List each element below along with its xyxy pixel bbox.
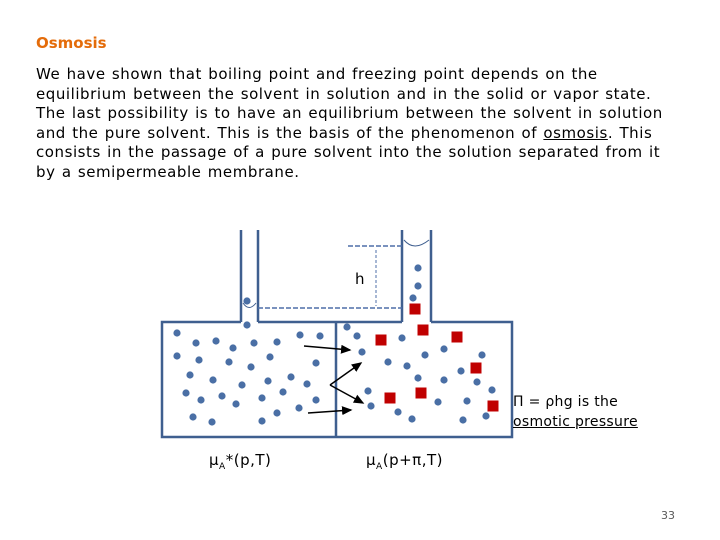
solvent-particle	[238, 381, 245, 388]
solvent-particle	[189, 413, 196, 420]
slide-title: Osmosis	[36, 34, 107, 52]
solvent-particle	[209, 376, 216, 383]
solvent-particle	[394, 408, 401, 415]
solute-particle	[418, 325, 429, 336]
solvent-particle	[343, 323, 350, 330]
solvent-particle	[279, 388, 286, 395]
solute-particle	[416, 388, 427, 399]
solvent-particle	[287, 373, 294, 380]
solvent-particles	[173, 264, 495, 425]
solvent-particle	[264, 377, 271, 384]
solvent-particle	[266, 353, 273, 360]
osmotic-caption-line2: osmotic pressure	[513, 414, 638, 430]
solvent-particle	[243, 321, 250, 328]
solvent-particle	[243, 297, 250, 304]
solvent-particle	[218, 392, 225, 399]
solvent-particle	[482, 412, 489, 419]
solvent-particle	[303, 380, 310, 387]
body-text-part2: . This consists in the passage of a pure solvent into the solution separated from it by a semipermeable membrane.	[36, 123, 661, 181]
mu-left-args: *(p,T)	[225, 451, 272, 469]
mu-left-subscript: A	[219, 462, 226, 472]
solvent-particle	[250, 339, 257, 346]
solvent-particle	[358, 348, 365, 355]
solvent-particle	[414, 374, 421, 381]
solvent-particle	[296, 331, 303, 338]
solvent-particle	[421, 351, 428, 358]
solute-particle	[452, 332, 463, 343]
body-text-part1: We have shown that boiling point and freezing point depends on the equilibrium between the solvent in solution and in the solid or vapor state. The last possibility is to have an equilibrium between the solvent in solution and the pure solvent. This is the basis of the phenomenon of	[36, 65, 663, 142]
chemical-potential-solution	[366, 451, 443, 472]
solvent-particle	[457, 367, 464, 374]
mu-right-args: (p+π,T)	[382, 451, 443, 469]
solvent-particle	[408, 415, 415, 422]
solvent-particle	[195, 356, 202, 363]
flow-arrow-top	[304, 346, 350, 350]
solvent-particle	[192, 339, 199, 346]
solute-particle	[376, 335, 387, 346]
mu-right-subscript: A	[376, 462, 383, 472]
solute-particle	[471, 363, 482, 374]
solvent-particle	[258, 417, 265, 424]
solvent-particle	[273, 338, 280, 345]
solvent-particle	[403, 362, 410, 369]
solvent-particle	[459, 416, 466, 423]
solvent-particle	[197, 396, 204, 403]
solvent-particle	[295, 404, 302, 411]
solvent-particle	[353, 332, 360, 339]
solvent-particle	[384, 358, 391, 365]
solvent-particle	[225, 358, 232, 365]
osmotic-pressure-caption	[513, 392, 638, 432]
solvent-particle	[182, 389, 189, 396]
solvent-particle	[173, 352, 180, 359]
solvent-particle	[473, 378, 480, 385]
height-label: h	[355, 270, 365, 288]
page-number: 33	[661, 509, 675, 522]
right-meniscus	[404, 240, 429, 246]
solute-particle	[410, 304, 421, 315]
solvent-particle	[208, 418, 215, 425]
solvent-particle	[312, 396, 319, 403]
solvent-particle	[414, 264, 421, 271]
solvent-particle	[414, 282, 421, 289]
chemical-potential-pure-solvent	[209, 451, 271, 472]
solvent-particle	[273, 409, 280, 416]
solvent-particle	[440, 376, 447, 383]
osmotic-caption-line1: Π = ρhg is the	[513, 394, 619, 410]
solvent-particle	[186, 371, 193, 378]
solvent-particle	[488, 386, 495, 393]
solvent-particle	[258, 394, 265, 401]
solvent-particle	[434, 398, 441, 405]
flow-arrow-bottom	[308, 410, 351, 413]
solvent-particle	[440, 345, 447, 352]
solvent-particle	[173, 329, 180, 336]
solvent-particle	[398, 334, 405, 341]
solute-particle	[385, 393, 396, 404]
liquid-levels	[258, 246, 402, 308]
solvent-particle	[367, 402, 374, 409]
solvent-particle	[212, 337, 219, 344]
solvent-particle	[364, 387, 371, 394]
solvent-particle	[247, 363, 254, 370]
solvent-particle	[478, 351, 485, 358]
solvent-particle	[229, 344, 236, 351]
mu-left-symbol: μ	[209, 451, 220, 469]
mu-right-symbol: μ	[366, 451, 377, 469]
solvent-particle	[232, 400, 239, 407]
solvent-particle	[316, 332, 323, 339]
solvent-particle	[409, 294, 416, 301]
solute-particle	[488, 401, 499, 412]
flow-arrows	[304, 346, 363, 413]
osmosis-term: osmosis	[543, 123, 608, 142]
solvent-particle	[463, 397, 470, 404]
solvent-particle	[312, 359, 319, 366]
flow-arrow-reflect-in	[330, 363, 361, 385]
